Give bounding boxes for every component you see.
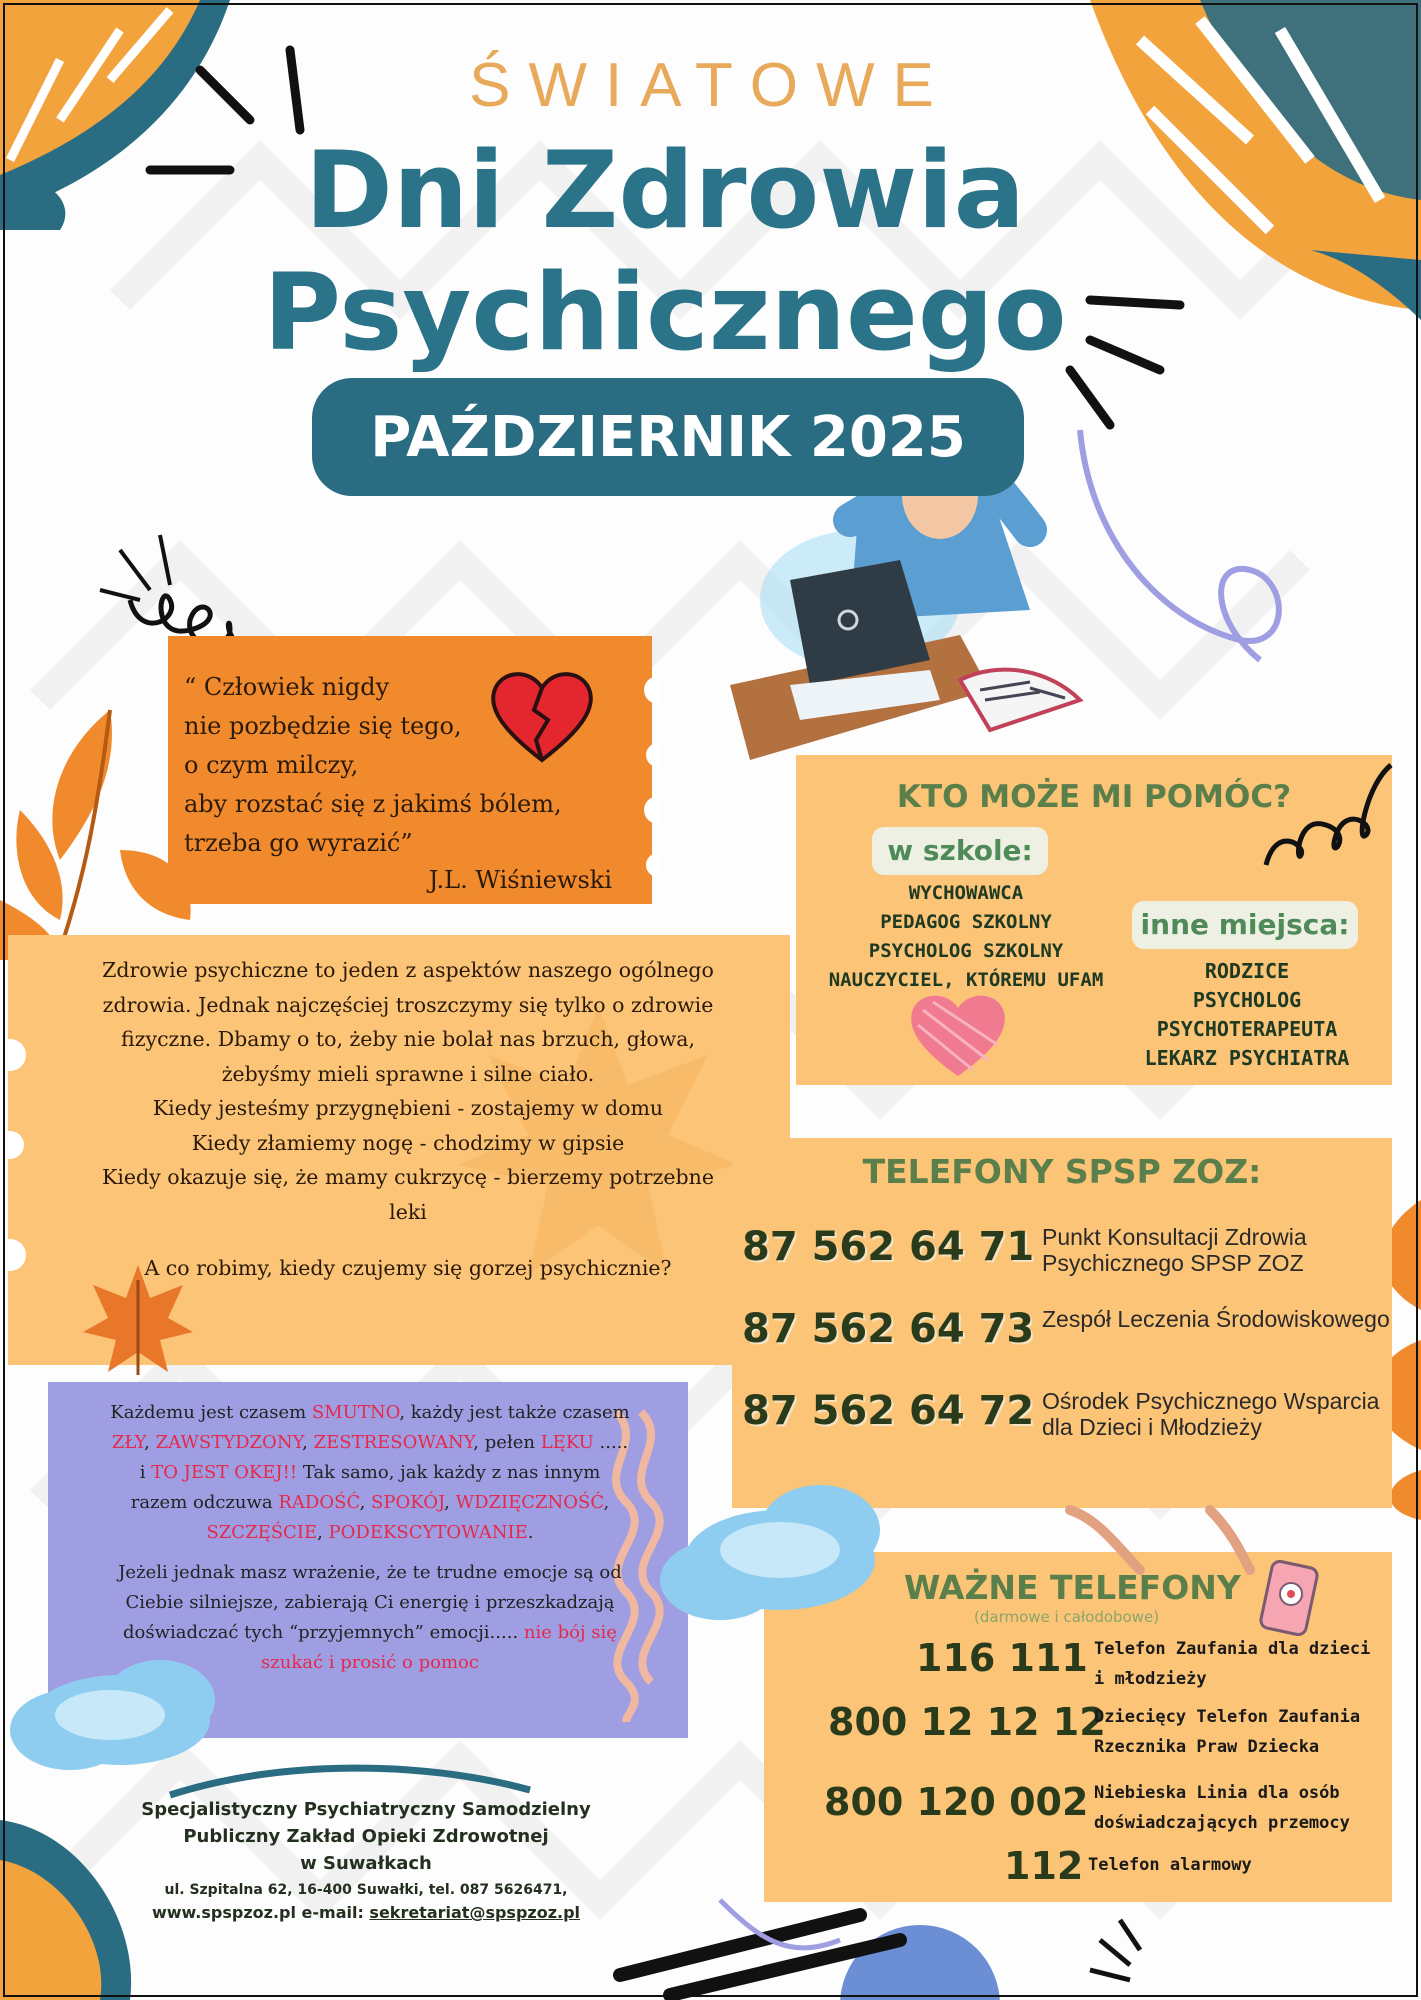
emotion-word: LĘKU [540,1432,594,1453]
organization-contact [120,1901,612,1925]
intro-question: A co robimy, kiedy czujemy się gorzej psychicznie? [144,1256,672,1280]
phone-description: Punkt Konsultacji Zdrowia Psychicznego SPSP ZOZ [1042,1224,1307,1276]
phone-description: Ośrodek Psychicznego Wsparcia dla Dzieci i Młodzieży [1042,1388,1380,1440]
quote-panel [168,636,652,904]
emotion-word: ZAWSTYDZONY [155,1432,303,1453]
broken-heart-icon [490,668,594,764]
other-places-label: inne miejsca: [1132,901,1358,949]
important-phones-title: WAŻNE TELEFONY [904,1568,1241,1607]
hotline-number: 800 120 002 [824,1780,1089,1824]
intro-line: Kiedy jesteśmy przygnębieni - zostajemy w domu [152,1096,664,1120]
important-phones-subtitle: (darmowe i całodobowe) [974,1608,1160,1626]
phone-row [732,1388,1392,1468]
list-item: PSYCHOLOG SZKOLNY [868,940,1064,962]
list-item: PSYCHOTERAPEUTA [1156,1017,1338,1041]
month-banner: PAŹDZIERNIK 2025 [312,378,1024,496]
help-title: KTO MOŻE MI POMÓC? [896,779,1292,815]
phone-number: 87 562 64 71 [742,1224,1035,1270]
bottom-strokes [600,1880,1160,2000]
squiggle-decoration [1060,1500,1260,1580]
spsp-phones-title: TELEFONY SPSP ZOZ: [862,1152,1262,1191]
hotline-description: Telefon Zaufania dla dzieci i młodzieży [1094,1639,1371,1689]
phone-number: 87 562 64 73 [742,1306,1035,1352]
help-panel [796,755,1392,1085]
main-title [0,130,1330,374]
list-item: NAUCZYCIEL, KTÓREMU UFAM [828,969,1104,991]
torn-edge [8,935,48,1365]
feelings-help-paragraph: Jeżeli jednak masz wrażenie, że te trudne emocje są od Ciebie silniejsze, zabierają Ci energię i przeszkadzają doświadczać tych “przyjemnych” emocji..... nie bój się szukać i prosić o pomoc [118,1562,622,1673]
curl-decoration [1256,755,1396,875]
kicker-title: ŚWIATOWE [469,51,952,120]
emotion-word: ZESTRESOWANY [313,1432,474,1453]
seek-help-text: nie bój się szukać i prosić o pomoc [261,1622,617,1673]
hotline-description: Telefon alarmowy [1088,1855,1252,1875]
phone-row [732,1306,1392,1386]
feelings-paragraph: Każdemu jest czasem SMUTNO, każdy jest także czasem ZŁY, ZAWSTYDZONY, ZESTRESOWANY, pełen LĘKU ..... i TO JEST OKEJ!! Tak samo, jak każdy z nas innym razem odczuwa RADOŚĆ, SPOKÓJ, WDZIĘCZNOŚĆ, SZCZĘŚCIE, PODEKSCYTOWANIE. [110,1402,630,1543]
phone-number: 87 562 64 72 [742,1388,1035,1434]
emotion-word: PODEKSCYTOWANIE [328,1522,528,1543]
list-item: PSYCHOLOG [1192,988,1302,1012]
list-item: PEDAGOG SZKOLNY [880,911,1052,933]
hotline-number: 116 111 [916,1636,1088,1680]
cloud-icon [650,1470,900,1640]
intro-line: Kiedy złamiemy nogę - chodzimy w gipsie [191,1130,625,1155]
school-helpers-list [796,879,1136,995]
cloud-icon [0,1640,230,1790]
list-item: LEKARZ PSYCHIATRA [1144,1046,1350,1070]
intro-line: Kiedy okazuje się, że mamy cukrzycę - bierzemy potrzebne leki [102,1165,714,1224]
main-title-line1: Dni Zdrowia [304,129,1026,252]
emotion-word: WDZIĘCZNOŚĆ [455,1492,604,1513]
phone-icon [1258,1560,1320,1636]
emotion-word: RADOŚĆ [278,1492,360,1513]
school-label: w szkole: [872,827,1048,875]
list-item: RODZICE [1204,959,1290,983]
hotline-description: Niebieska Linia dla osób doświadczających przemocy [1094,1783,1350,1833]
quote-author: J.L. Wiśniewski [428,866,612,894]
email-link[interactable]: sekretariat@spspzoz.pl [369,1903,581,1922]
emotion-word: ZŁY [111,1432,145,1453]
quote-text: “ Człowiek nigdy nie pozbędzie się tego, o czym milczy, aby rozstać się z jakimś bólem, trzeba go wyrazić” [184,673,562,857]
footer [120,1796,612,1925]
website-text: www.spspzoz.pl e-mail: [151,1903,370,1922]
intro-paragraph: Zdrowie psychiczne to jeden z aspektów naszego ogólnego zdrowia. Jednak najczęściej troszczymy się tylko o zdrowie fizyczne. Dbamy o to, żeby nie bolał nas brzuch, głowa, żebyśmy mieli sprawne i silne ciało. [102,958,714,1086]
other-helpers-list [1112,957,1382,1073]
emotion-word: SMUTNO [311,1402,400,1423]
hotline-number: 800 12 12 12 [828,1700,1106,1744]
intro-text [98,953,718,1286]
emotion-word: SZCZĘŚCIE [206,1522,318,1543]
organization-name: Specjalistyczny Psychiatryczny Samodzielny Publiczny Zakład Opieki Zdrowotnej w Suwałkach [141,1799,591,1874]
organization-address: ul. Szpitalna 62, 16-400 Suwałki, tel. 087 5626471, [164,1882,568,1898]
phone-row [732,1224,1392,1304]
feelings-text [110,1398,630,1678]
intro-panel [8,935,790,1365]
heart-icon [908,990,1008,1080]
hotline-number: 112 [1004,1844,1084,1888]
spsp-phones-panel [732,1138,1392,1508]
torn-edge [620,660,660,890]
hotline-description: Dziecięcy Telefon Zaufania Rzecznika Praw Dziecka [1094,1707,1361,1757]
emotion-word: TO JEST OKEJ!! [151,1462,298,1483]
emotion-word: SPOKÓJ [371,1492,445,1513]
main-title-line2: Psychicznego [263,251,1067,374]
phone-description: Zespół Leczenia Środowiskowego [1042,1306,1390,1332]
list-item: WYCHOWAWCA [908,882,1024,904]
